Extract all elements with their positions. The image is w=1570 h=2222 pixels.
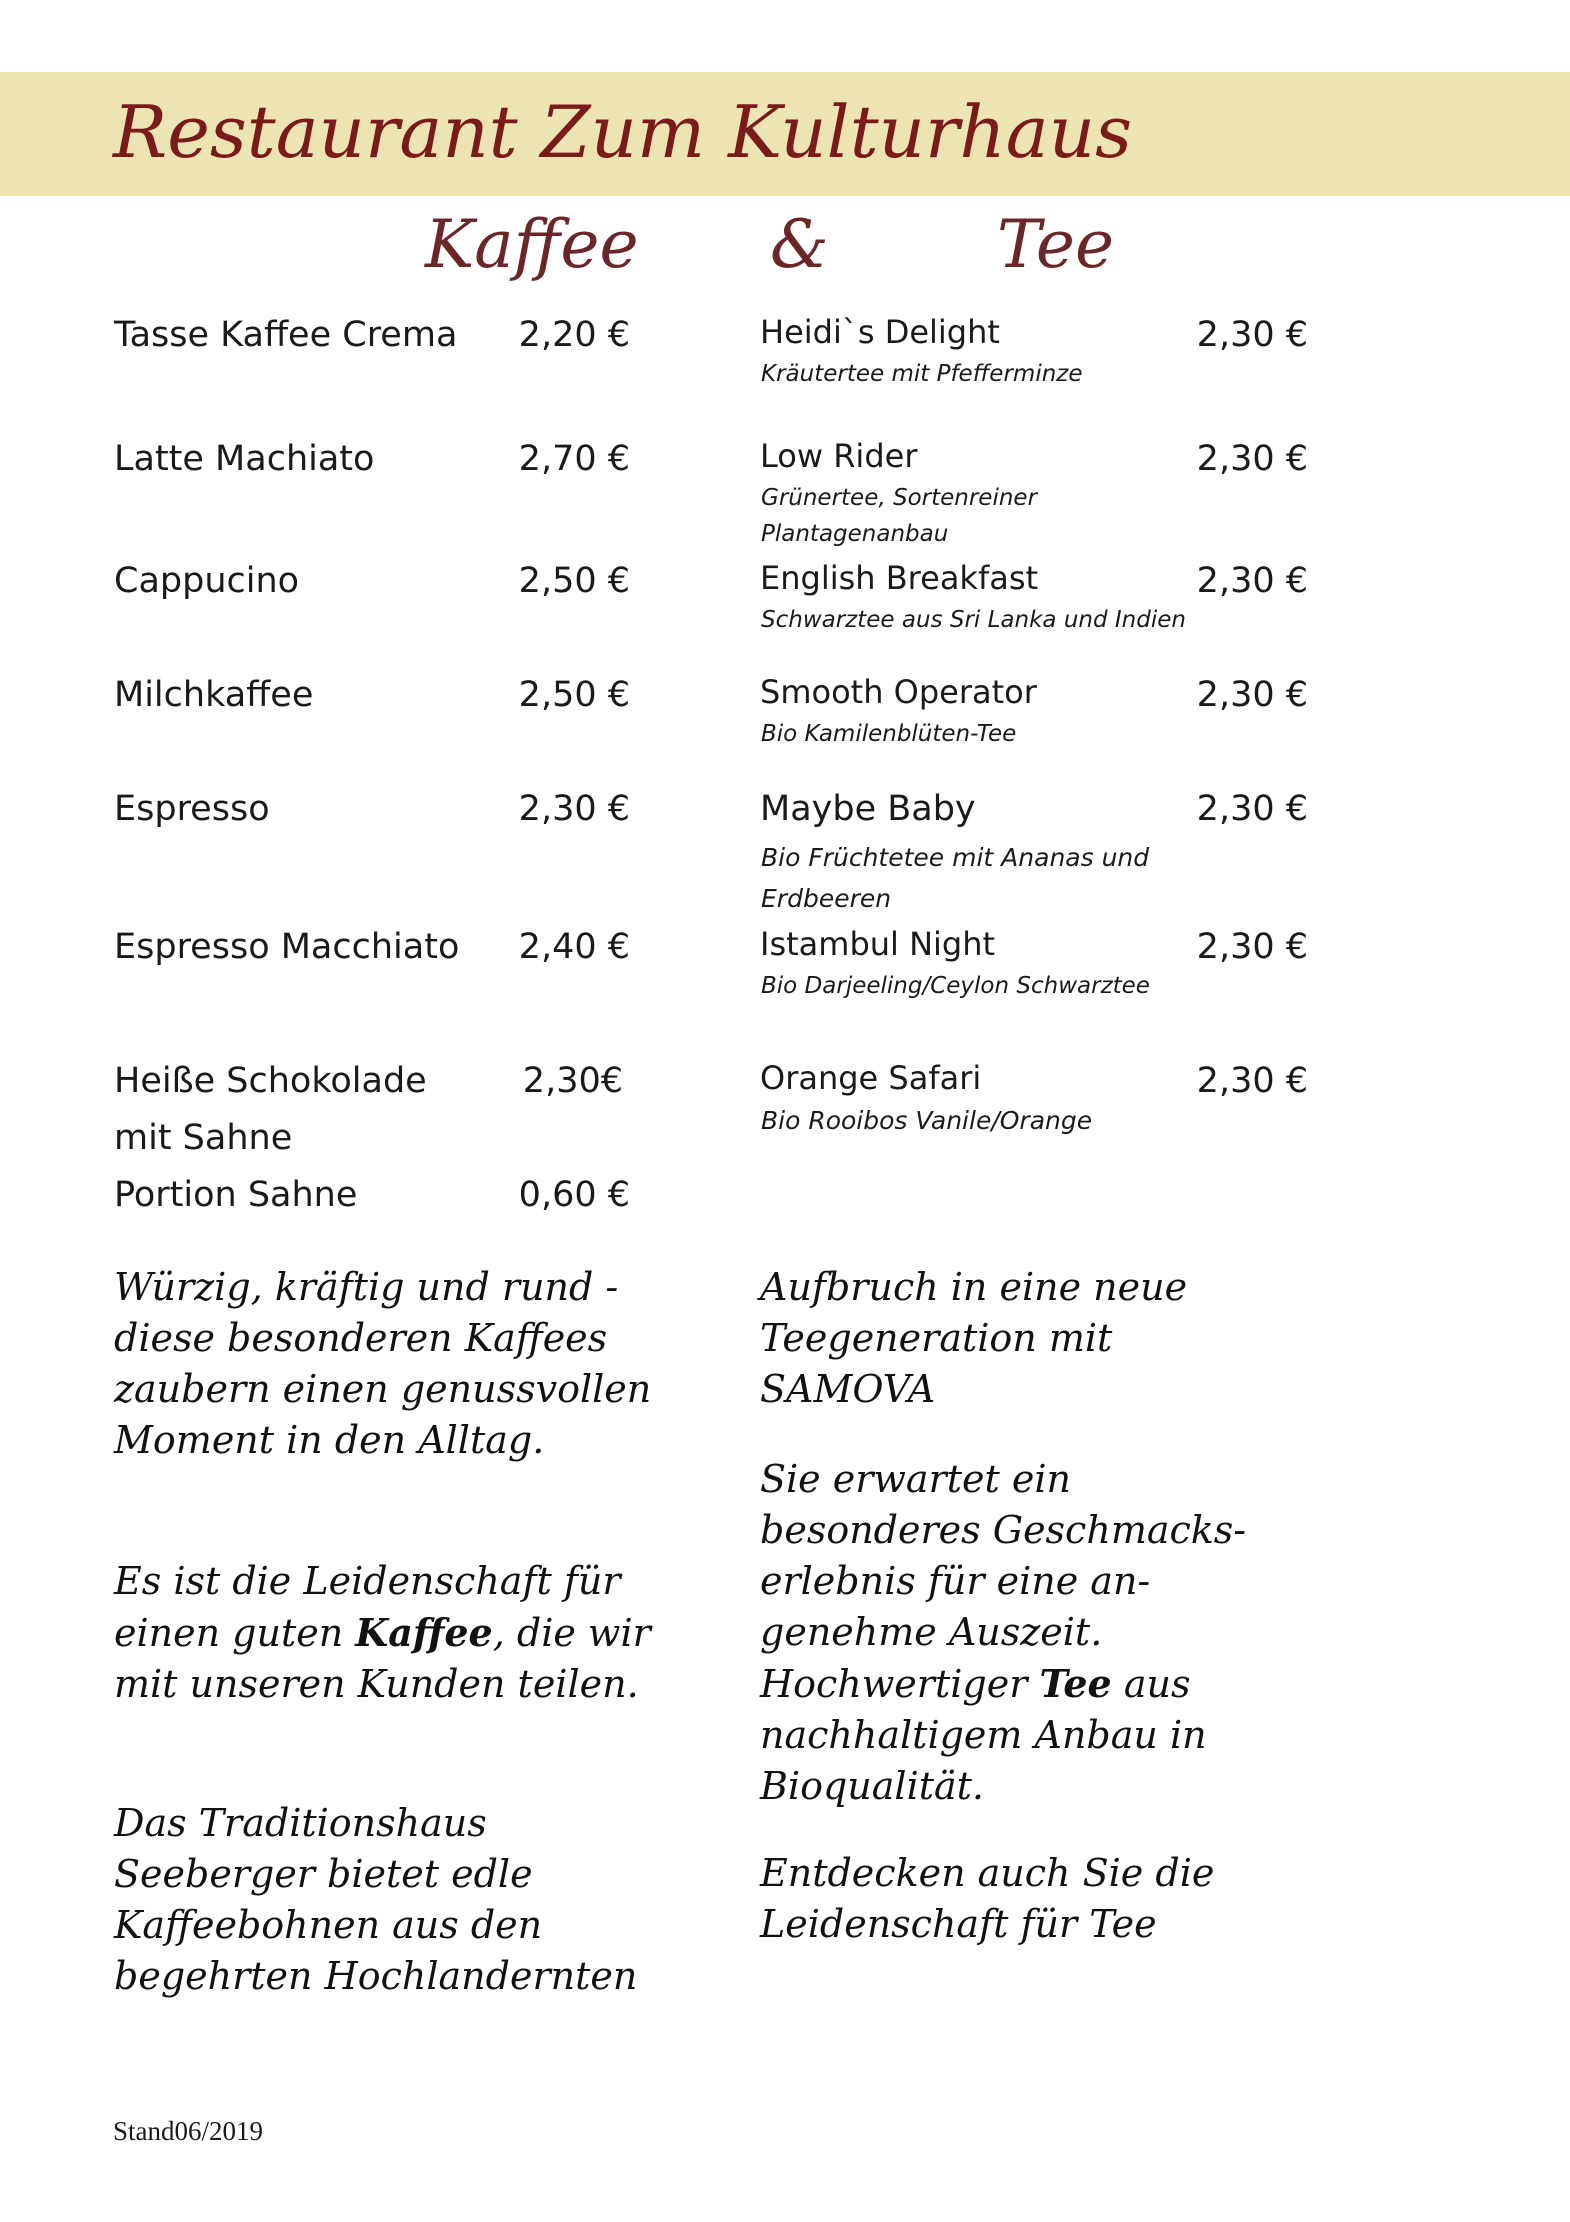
tea-description-3: Entdecken auch Sie die Leidenschaft für Tee: [760, 1851, 1215, 1946]
coffee-description-2: [114, 1556, 674, 1710]
heading-kaffee: Kaffee: [425, 206, 639, 283]
coffee-item-price: 2,40 €: [518, 927, 630, 967]
tea-item-price: 2,30 €: [1196, 439, 1308, 479]
coffee-item-name: Espresso: [114, 789, 270, 829]
coffee-item-price: 2,30€: [522, 1061, 623, 1101]
tea-item-price: 2,30 €: [1196, 561, 1308, 601]
tea-description-2: [760, 1454, 1280, 1812]
coffee-description-2-start: Es ist die Leidenschaft für einen guten: [114, 1559, 621, 1655]
coffee-item-price: 2,20 €: [518, 315, 630, 355]
coffee-item-price: 2,30 €: [518, 789, 630, 829]
tea-item-price: 2,30 €: [1196, 927, 1308, 967]
tea-item-price: 2,30 €: [1196, 789, 1308, 829]
tea-item-name: Istambul Night: [760, 925, 996, 963]
coffee-description-2-end: , die wir mit unseren Kunden teilen.: [114, 1611, 651, 1706]
tea-item-description: Bio Rooibos Vanile/Orange: [761, 1106, 1093, 1135]
tea-item-description: Schwarztee aus Sri Lanka und Indien: [761, 607, 1186, 633]
coffee-item-name: Latte Machiato: [114, 439, 375, 479]
coffee-item-name: Heiße Schokolade: [114, 1061, 427, 1101]
coffee-item-price: 2,70 €: [518, 439, 630, 479]
tea-item-name: Low Rider: [760, 437, 918, 475]
tea-item-name: Smooth Operator: [760, 673, 1037, 711]
heading-ampersand: &: [770, 206, 829, 283]
tea-item-description: Bio Kamilenblüten-Tee: [761, 721, 1017, 747]
tea-item-price: 2,30 €: [1196, 1061, 1308, 1101]
coffee-item-name-line2: mit Sahne: [114, 1118, 293, 1158]
coffee-description-3: Das Traditionshaus Seeberger bietet edle Kaffeebohnen aus den begehrten Hochlandernten: [114, 1801, 638, 1998]
restaurant-title: Restaurant Zum Kulturhaus: [113, 90, 1133, 174]
tea-item-name: Heidi`s Delight: [760, 313, 1000, 351]
tea-item-description: Grünertee, Sortenreiner Plantagenanbau: [761, 485, 1038, 547]
tea-item-description: Bio Darjeeling/Ceylon Schwarztee: [761, 973, 1150, 999]
coffee-item-name: Cappucino: [114, 561, 300, 601]
coffee-item-name: Milchkaffee: [114, 675, 314, 715]
heading-tee: Tee: [997, 206, 1115, 283]
tea-description-2-start: Sie erwartet ein besonderes Geschmacks-erlebnis für eine an-genehme Auszeit. Hochwertiger: [760, 1457, 1247, 1706]
coffee-item-name: Portion Sahne: [114, 1175, 358, 1215]
tea-item-price: 2,30 €: [1196, 315, 1308, 355]
coffee-highlight: Kaffee: [355, 1610, 493, 1655]
tea-item-name: English Breakfast: [760, 559, 1039, 597]
tea-item-description: Kräutertee mit Pfefferminze: [761, 361, 1083, 387]
coffee-item-price: 2,50 €: [518, 561, 630, 601]
coffee-description-1: Würzig, kräftig und rund - diese besonderen Kaffees zaubern einen genussvollen Moment in den Alltag.: [114, 1265, 652, 1462]
tea-highlight: Tee: [1039, 1661, 1112, 1706]
coffee-item-price: 0,60 €: [518, 1175, 630, 1215]
tea-item-price: 2,30 €: [1196, 675, 1308, 715]
tea-description-1: Aufbruch in eine neue Teegeneration mit SAMOVA: [760, 1265, 1188, 1411]
coffee-item-name: Espresso Macchiato: [114, 927, 460, 967]
tea-item-description: Bio Früchtetee mit Ananas und Erdbeeren: [761, 843, 1150, 913]
tea-description-2-end: aus nachhaltigem Anbau in Bioqualität.: [760, 1662, 1207, 1808]
stand-date: Stand06/2019: [113, 2116, 264, 2146]
tea-item-name: Maybe Baby: [760, 789, 976, 829]
coffee-item-name: Tasse Kaffee Crema: [114, 315, 458, 355]
coffee-item-price: 2,50 €: [518, 675, 630, 715]
tea-item-name: Orange Safari: [760, 1059, 982, 1097]
